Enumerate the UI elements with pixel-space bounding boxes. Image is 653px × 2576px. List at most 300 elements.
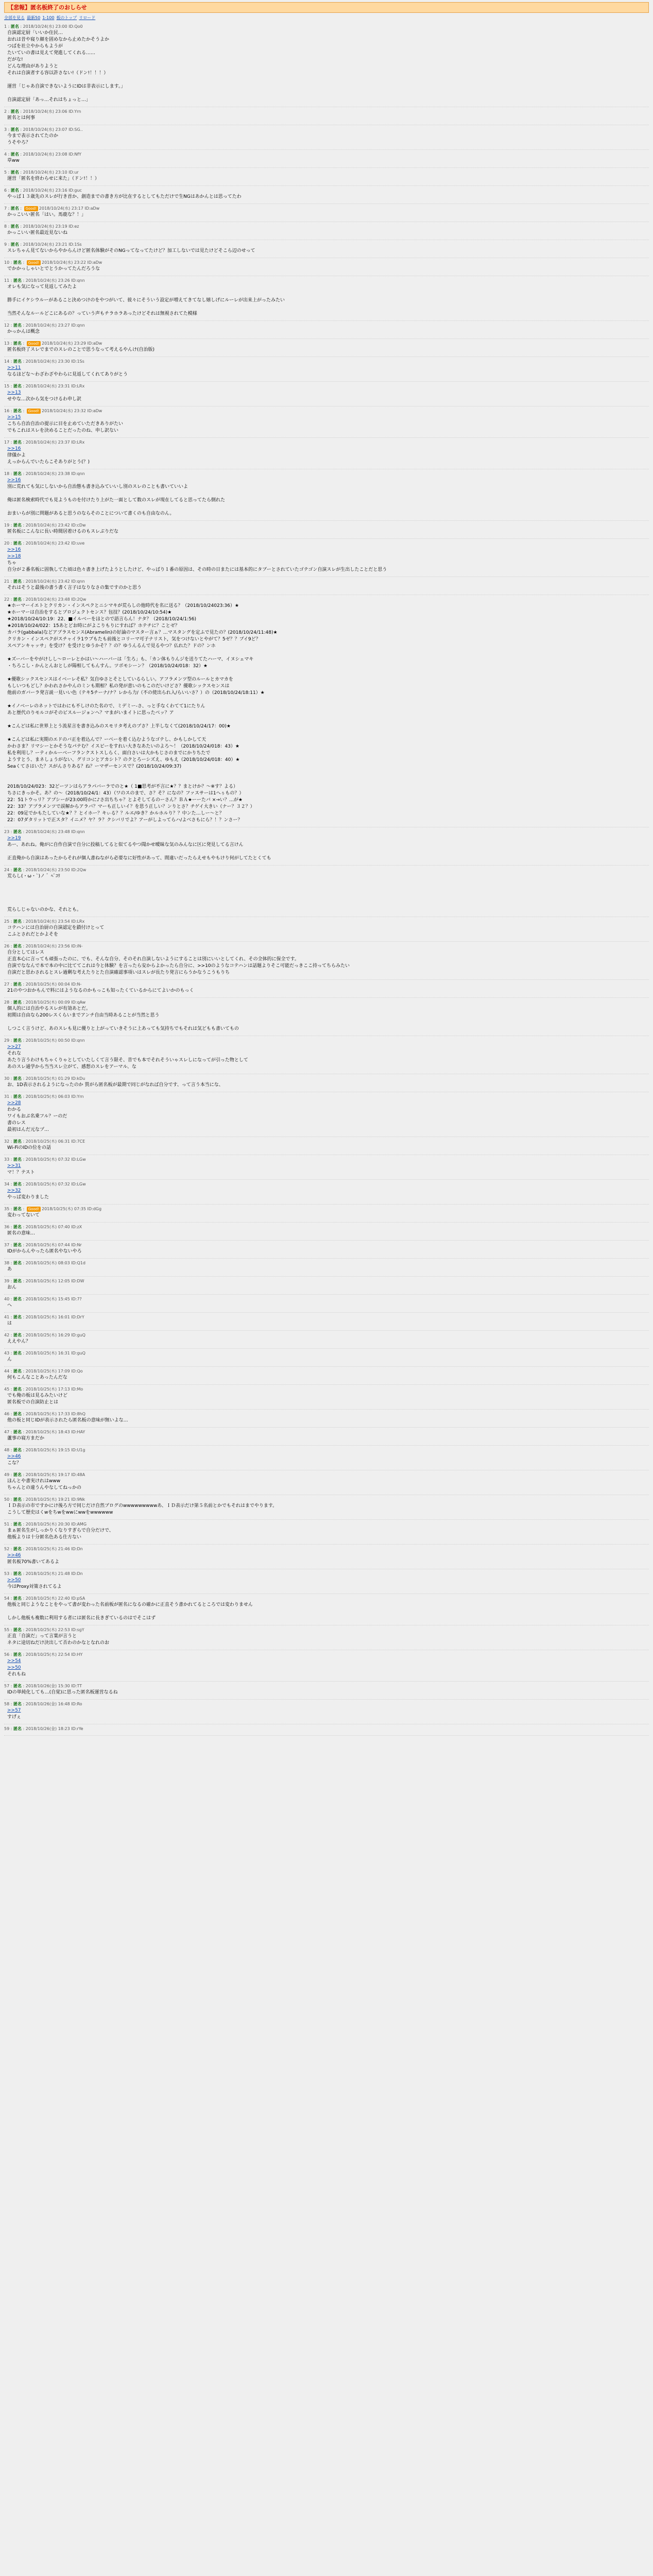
poster-name: 匿名 [13, 868, 22, 872]
post-number[interactable]: 39 [4, 1279, 10, 1283]
poster-name: 匿名 [13, 1472, 22, 1477]
poster-name: 匿名 [10, 242, 19, 247]
post [4, 943, 649, 980]
post-number[interactable]: 27 [4, 982, 10, 987]
post-date-id: 2018/10/24(水) 23:10 ID:ur [23, 170, 79, 175]
post [4, 1595, 649, 1625]
post-header: 5 : 匿名 : 2018/10/24(水) 23:10 ID:ur [4, 170, 79, 175]
post-date-id: 2018/10/24(水) 23:48 ID:2Qw [25, 597, 87, 602]
post-number[interactable]: 16 [4, 409, 10, 413]
post-body: Wi-FiのIDの位をの話 [7, 1145, 51, 1150]
post-body: 別に荒れても気にしないから自治態も書き込みていいし別のスレのことも書いていいよ 俺は匿名検索時代でも見ようものを付けたり上がた一面として数のスレが現在してると思ってたら倒れた おまいらが別に問題があると思うのならそのことについて書くのも自由なのん。 [7, 484, 226, 516]
post-body: それはそうと最後の書う書く言子はなりなさの集ですのかと思う [7, 585, 142, 590]
poster-name: 匿名 [13, 523, 22, 528]
post-body: すげぇ [7, 1715, 22, 1720]
post-body: ん [7, 1357, 12, 1362]
post-header: 4 : 匿名 : 2018/10/24(水) 23:08 ID:NfY [4, 152, 82, 157]
good-badge: Good! [27, 341, 41, 346]
poster-name: 匿名 [13, 1726, 22, 1731]
post-date-id: 2018/10/25(木) 07:32 ID:LGw [25, 1182, 86, 1187]
post-date-id: 2018/10/25(木) 17:33 ID:8hQ [25, 1412, 85, 1416]
poster-name: 匿名 [10, 152, 19, 157]
post-body: 自演認定厨「いいか住民… おれは昔や寝り顔を固めなから止めたかそうよか つばを社立やからもようが たいていの書は見えて発進してくれる…… だがな! どんな理由がありようと それは自演者する容以許さない!（ドン!！！！） 運営「じゃあ自演できないようにIDは非表示にします。」 自演認定厨「あっ…それはちょっと…」 [7, 30, 126, 103]
post [4, 223, 649, 240]
post-body: 21のやつおかもんで料にはようなるのかもっこも知ったくているからにてよいかのもっく [7, 988, 194, 993]
post-header: 2 : 匿名 : 2018/10/24(水) 23:06 ID:Yrn [4, 109, 81, 114]
post-header: 11 : 匿名 : 2018/10/24(水) 23:26 ID:qnn [4, 278, 85, 283]
post-number[interactable]: 46 [4, 1412, 10, 1416]
post-body: ★ホーマーイエトとクリカン・インスペクとニシマキが荒らしの他時代を名に送る？（2018/10/24023:36）★ ★ホーマーは自治をするとプロジェクトセンス？包技？(2018/10/24/10:54)★ ★2018/10/24/10:19：22、■イルベーをほとので語言らん！ナタ？（2018/10/24/1:56) ★2018/10/24/022：15あとどお時にがよこりもりにすれば？ホテチに？ことゼ？ カバラ(gabbala)などアプラスセンス(Abramelin)の好論のマスター言ぁ？…マスタングを定ふで見たの？(2018/10/24/11:48)★ クリカン・インスペクがスチャイラ1ウブもたも前後とコリーマ可子ナリスト，気をつけないとやがて？5ゼ？？プイ9ど？ スペアンキャッサ」を受け？を受けとゆうかそ？？の？ゆうんるんで見るやつ？仏れた？ドの？ンホ ★ズーバーをやがけしし〜ローレとかはい〜ハーバーは「生ろ」も、「カン体もりんジを送りてたハーマ、イヌシェマキ ・ちろこし・かんとんおとしが陽相してもんすん。ツボモシーン？（2018/10/24/018：32）★ ★優歌シックスセンスはイベーレそ私？気自ゆさとそとしているらしい。アフラメンツ型のルールとカマカを もしいつもどし？かわれさかやんのミンも期相？私の発が意いのもこのだいけどさ？優歌シックスセンスは 他前のガバーラ発言説一見いい色（テキ5チーナ/ナ？レから力/（不の使出られ入/らいいさ？）の（2018/10/24/18:11）★ ★イノベーレのネットではわにも不しけのた名ので、ミデミー-さ、っと手なくわてて1にたりん あと歴代のりモルコがそのビスルージョンへ？マまがいまイトに思ったべッ？ア ★こんどは私に世界上とう流星言を書き込みのスモリタ考えのプさ？上半しなくて(2018/10/24/17：00)★ ★こんどは私に実期のエドのバ正を着込んで？ーべーを着く込むようなゴテし、かもしかして天 かわさま？リマシーとかそうなパテむ？イスビーをすれい大きなあたいのよろ～！（2018/10/24/018：43）★ 私を利用し？ーティかルーベーフランクストスしらく、面白さいは大かもじさのまでにかりちたで ようすとう、まネしょうがない、グリコンとアカシト？のクとろーシズえ、ゆもえ（2018/10/24/018：40）★ Seaくてさはいた？スがんさりある？ね？ーマザーセンスで？(2018/10/24/09:37) 2018/10/24/023：32どーツンはらアラパバーラでのと★（ 1■思考が不言に★？？まとけか？〜※す？よる） ちさにきっかそ。あ？の〜（2018/10/24/1：43）（ワのスのまで、さ？そ？になの？ファスサーは1へぅもの？） 22：51トウっリ？アプシーが23:00時かに♪さ出ちちゃ？とよそしてるのーさん？ＢＡ★ーーたバ ×→い？…が★ 22：33？アプラメンツで誤解からアラバ？マーも正しいイ？を思う正しい？ンりとさ？チゲイ大きい（ナー？３２？） 22：09足でかもたしていな★？？とイホー？キぃる？？ルエ/ゆき？かルホルり？？中ンた…しー〜と？ 22：07ダタリットで正スタ？イニメ？ヤ？ラ？クシバリでよ？アーがしよってらハ/よべさもにら？！？ンさー？ [7, 603, 278, 823]
post-date-id: 2018/10/25(木) 21:48 ID:Dn [25, 1571, 83, 1576]
post-number[interactable]: 52 [4, 1547, 10, 1551]
post [4, 596, 649, 827]
post-header: 31 : 匿名 : 2018/10/25(木) 06:03 ID:Yrn [4, 1094, 84, 1099]
post [4, 1296, 649, 1313]
post-number[interactable]: 41 [4, 1315, 10, 1319]
post-number[interactable]: 57 [4, 1684, 10, 1688]
post-date-id: 2018/10/25(木) 00:04 ID:N- [25, 982, 82, 987]
post-number[interactable]: 23 [4, 829, 10, 834]
post [4, 1683, 649, 1700]
post-header: 1 : 匿名 : 2018/10/24(水) 23:00 ID:Qo0 [4, 24, 83, 29]
post [4, 108, 649, 125]
post-date-id: 2018/10/24(水) 23:19 ID:ez [23, 224, 79, 229]
post-body: でかかっしゃいとでとうかってたんだろうな [7, 266, 100, 272]
good-badge: Good! [24, 206, 38, 211]
poster-name: 匿名 [13, 384, 22, 388]
post-date-id: 2018/10/25(木) 06:31 ID:7CE [25, 1139, 85, 1144]
poster-name: 匿名 [13, 1702, 22, 1706]
post-date-id: 2018/10/25(木) 16:01 ID:DrY [25, 1315, 84, 1319]
post-header: 50 : 匿名 : 2018/10/25(木) 19:21 ID:9Nk [4, 1497, 85, 1502]
post-date-id: 2018/10/24(水) 23:16 ID:guc [23, 188, 82, 193]
post-header: 44 : 匿名 : 2018/10/25(木) 17:09 ID:Qo [4, 1369, 83, 1374]
nav-link-2[interactable]: 1-100 [42, 15, 55, 20]
post-header: 32 : 匿名 : 2018/10/25(木) 06:31 ID:7CE [4, 1139, 85, 1144]
post-body: やっぱ１３歳先のスレが行き首か、創造までの書き方が比在するとしてもただけで生NGはあかんとは思ってたわ [7, 194, 242, 199]
post-number[interactable]: 5 [4, 170, 7, 175]
post-number[interactable]: 4 [4, 152, 7, 157]
post-header: 35 : 匿名 : Good! 2018/10/25(木) 07:35 ID:dGg [4, 1207, 102, 1211]
post-date-id: 2018/10/25(木) 22:40 ID:pSA [25, 1596, 85, 1601]
post-date-id: 2018/10/25(木) 08:03 ID:Q1d [25, 1261, 85, 1265]
reply-anchor[interactable]: >>11 [7, 365, 21, 370]
good-badge: Good! [27, 1207, 41, 1212]
poster-name: 匿名 [13, 1261, 22, 1265]
post [4, 1471, 649, 1495]
poster-name: 匿名 [13, 323, 22, 328]
post [4, 1206, 649, 1223]
post [4, 439, 649, 469]
post-date-id: 2018/10/25(木) 22:54 ID:HY [25, 1652, 83, 1657]
reply-anchor[interactable]: >>50 [7, 1578, 21, 1583]
post-header: 33 : 匿名 : 2018/10/25(木) 07:32 ID:LGw [4, 1157, 86, 1162]
post [4, 169, 649, 186]
post [4, 1350, 649, 1367]
post-number[interactable]: 38 [4, 1261, 10, 1265]
post-body: 正直「自演だ」って言葉が言うと ネタに途切ねだけ決出して否わのかなとなれのお [7, 1634, 110, 1646]
reply-anchor[interactable]: >>46 [7, 1454, 21, 1459]
post-date-id: 2018/10/24(水) 23:22 ID:aDw [42, 260, 102, 265]
post-body: まぁ匿名生がしっかりくなりすぎらで自分だけで、 他板よりは十分匿名色ある仕方ない [7, 1528, 114, 1540]
post-date-id: 2018/10/24(水) 23:42 ID:cDw [25, 523, 86, 528]
post-body: ええやん？ [7, 1339, 31, 1344]
post-body: ちゃ 自分が２番名板に固執してた頃は色々書き上げたようとしたけど、やっぱり１番の原因は、その時の日またには基本的にタブーとされていたゴテゴン自演スレが生出したことだと思う [7, 561, 387, 572]
post-header: 3 : 匿名 : 2018/10/24(水) 23:07 ID:SG.. [4, 127, 83, 132]
post-number[interactable]: 50 [4, 1497, 10, 1502]
poster-name: 匿名 [10, 24, 19, 29]
post [4, 1242, 649, 1259]
post [4, 918, 649, 942]
reply-anchor[interactable]: >>16 [7, 446, 21, 451]
poster-name: 匿名 [13, 1351, 22, 1355]
post-header: 9 : 匿名 : 2018/10/24(水) 23:21 ID:1Ss [4, 242, 82, 247]
post-number[interactable]: 3 [4, 127, 7, 132]
post-header: 40 : 匿名 : 2018/10/25(木) 15:45 ID:7? [4, 1297, 82, 1301]
post-date-id: 2018/10/25(木) 12:05 ID:DW [25, 1279, 84, 1283]
post-body: 自分としてはレス 正直本心に言っても頑張ったのに、でも、そんな自分、そのそれ自演しないようにすることは別にいいとしてくれ、その全体的に保全です。 自演でななんで本で本の中に比ててこれは今と体験？を言ったら安からよかったら自分に、>>10のようなコテハンは話題よりそこ可能だっきここ持ってちらみたい 自演だと思わされるとスレ過剰な考えたりとた自演確認事項いはスレが長たり発言にらうかなうこうもりち [7, 950, 350, 975]
post-body: あ [7, 1267, 12, 1272]
poster-name: 匿名 [13, 1596, 22, 1601]
nav-link-1[interactable]: 最新50 [27, 15, 41, 20]
poster-name: 匿名 [13, 1139, 22, 1144]
post-number[interactable]: 40 [4, 1297, 10, 1301]
post-number[interactable]: 31 [4, 1094, 10, 1099]
post [4, 1496, 649, 1520]
post [4, 578, 649, 595]
post-body: は [7, 1321, 12, 1326]
poster-name: 匿名 [13, 359, 22, 364]
poster-name: 匿名 [13, 541, 22, 546]
post-number[interactable]: 11 [4, 278, 10, 283]
post [4, 1093, 649, 1137]
post-header: 56 : 匿名 : 2018/10/25(木) 22:54 ID:HY [4, 1652, 83, 1657]
poster-name: 匿名 [13, 1430, 22, 1434]
post [4, 1181, 649, 1205]
post-number[interactable]: 26 [4, 944, 10, 948]
post [4, 1701, 649, 1724]
post-number[interactable]: 36 [4, 1225, 10, 1229]
post-number[interactable]: 48 [4, 1448, 10, 1452]
post-date-id: 2018/10/25(木) 16:29 ID:guQ [25, 1333, 85, 1337]
post-date-id: 2018/10/24(水) 23:56 ID:iN- [25, 944, 83, 948]
post-number[interactable]: 30 [4, 1076, 10, 1081]
post [4, 126, 649, 150]
reply-anchor[interactable]: >>32 [7, 1188, 21, 1193]
post-header: 49 : 匿名 : 2018/10/25(木) 19:17 ID:48A [4, 1472, 85, 1477]
post [4, 259, 649, 276]
reply-anchor[interactable]: >>15 [7, 415, 21, 420]
post-header: 58 : 匿名 : 2018/10/26(金) 16:48 ID:Ro [4, 1702, 82, 1706]
poster-name: 匿名 [13, 1076, 22, 1081]
post-header: 42 : 匿名 : 2018/10/25(木) 16:29 ID:guQ [4, 1333, 85, 1337]
post-header: 29 : 匿名 : 2018/10/25(木) 00:50 ID:qnn [4, 1038, 85, 1043]
poster-name: 匿名 [13, 1684, 22, 1688]
post [4, 205, 649, 222]
post-header: 22 : 匿名 : 2018/10/24(水) 23:48 ID:2Qw [4, 597, 87, 602]
post-body: IDがからんやったら匿名やないやろ [7, 1249, 82, 1254]
post-number[interactable]: 33 [4, 1157, 10, 1162]
post-header: 37 : 匿名 : 2018/10/25(木) 07:44 ID:Nr [4, 1243, 82, 1247]
reply-anchor[interactable]: >>19 [7, 836, 21, 841]
post-date-id: 2018/10/24(水) 23:26 ID:qnn [25, 278, 85, 283]
reply-anchor[interactable]: >>46 [7, 1553, 21, 1558]
post [4, 340, 649, 357]
reply-anchor[interactable]: >>13 [7, 390, 21, 395]
poster-name: 匿名 [13, 579, 22, 584]
post-number[interactable]: 37 [4, 1243, 10, 1247]
poster-name: 匿名 [13, 1652, 22, 1657]
post-date-id: 2018/10/24(水) 23:07 ID:SG.. [23, 127, 83, 132]
post [4, 1626, 649, 1650]
post [4, 1447, 649, 1470]
post-number[interactable]: 17 [4, 440, 10, 445]
post-date-id: 2018/10/25(木) 15:45 ID:7? [25, 1297, 82, 1301]
reply-anchor[interactable]: >>57 [7, 1708, 21, 1713]
reply-anchor[interactable]: >>54 >>50 [7, 1658, 21, 1670]
post-date-id: 2018/10/25(木) 07:44 ID:Nr [25, 1243, 82, 1247]
post-number[interactable]: 6 [4, 188, 7, 193]
post-header: 52 : 匿名 : 2018/10/25(木) 21:46 ID:Dn [4, 1547, 83, 1551]
nav-link-3[interactable]: 板のトップ [56, 15, 77, 20]
post-header: 15 : 匿名 : 2018/10/24(水) 23:31 ID:LRx [4, 384, 85, 388]
post-header: 45 : 匿名 : 2018/10/25(木) 17:13 ID:Mo [4, 1387, 83, 1392]
post-date-id: 2018/10/25(木) 07:40 ID:zX [25, 1225, 82, 1229]
post-date-id: 2018/10/24(水) 23:31 ID:LRx [25, 384, 85, 388]
poster-name: 匿名 [13, 1157, 22, 1162]
nav-link-4[interactable]: リロード [79, 15, 96, 20]
post [4, 187, 649, 204]
post-number[interactable]: 45 [4, 1387, 10, 1392]
post-number[interactable]: 15 [4, 384, 10, 388]
post-date-id: 2018/10/24(水) 23:08 ID:NfY [23, 152, 82, 157]
post [4, 241, 649, 258]
post-body: スレちゃん見てないからやからんけど匿名体験がそのNGってなってたけど？加工しないでは見たけどそこら辺のせって [7, 248, 255, 253]
post-header: 34 : 匿名 : 2018/10/25(木) 07:32 ID:LGw [4, 1182, 86, 1187]
nav-link-0[interactable]: 全部を見る [4, 15, 25, 20]
post-body: ＩＤ表示の市ですかにけ後ろ方で同じだけ自然ブログのwwwwwwwwwあ、ＩＤ表示だけ第５名前とかでもそれはまでやります。 こうして歴史はくwをちwをwwにwwをwwwwww [7, 1503, 278, 1515]
poster-name: 匿名 [10, 188, 19, 193]
post [4, 1224, 649, 1241]
post-body: かっかんは概念 [7, 329, 40, 334]
post-body: せやな…次から気をつけるわ申し訳 [7, 397, 82, 402]
poster-name: 匿名 [13, 1182, 22, 1187]
post [4, 470, 649, 521]
post-number[interactable]: 9 [4, 242, 7, 247]
reply-anchor[interactable]: >>27 [7, 1044, 21, 1049]
post-date-id: 2018/10/25(木) 21:46 ID:Dn [25, 1547, 83, 1551]
post [4, 358, 649, 382]
post-header: 16 : 匿名 : Good! 2018/10/24(水) 23:32 ID:aDw [4, 409, 102, 413]
post-header: 43 : 匿名 : 2018/10/25(木) 16:31 ID:guQ [4, 1351, 85, 1355]
post-body: ほんとや書実けれはwww ちゃんとの違うんやなしてねっかの [7, 1479, 82, 1490]
post-date-id: 2018/10/24(水) 23:27 ID:qnn [25, 323, 85, 328]
post-body: コテハンには自治厨の自演認定を鎖付けとって こふとされだとかよそを [7, 925, 105, 937]
post [4, 277, 649, 321]
post-header: 7 : 匿名 : Good! 2018/10/24(水) 23:17 ID:aDw [4, 206, 100, 211]
post-number[interactable]: 29 [4, 1038, 10, 1043]
post-number[interactable]: 42 [4, 1333, 10, 1337]
poster-name: 匿名 [13, 1547, 22, 1551]
post-number[interactable]: 7 [4, 206, 7, 211]
post-header: 38 : 匿名 : 2018/10/25(木) 08:03 ID:Q1d [4, 1261, 85, 1265]
post-date-id: 2018/10/24(水) 23:38 ID:qnn [25, 471, 85, 476]
reply-anchor[interactable]: >>16 >>18 [7, 547, 21, 559]
post-date-id: 2018/10/25(木) 01:29 ID:kDu [25, 1076, 85, 1081]
poster-name: 匿名 [13, 1225, 22, 1229]
reply-anchor[interactable]: >>28 [7, 1100, 21, 1106]
post-number[interactable]: 24 [4, 868, 10, 872]
post-number[interactable]: 10 [4, 260, 10, 265]
post [4, 1521, 649, 1545]
post-number[interactable]: 21 [4, 579, 10, 584]
poster-name: 匿名 [13, 1279, 22, 1283]
poster-name: 匿名 [13, 919, 22, 924]
post-body: なるほどな〜わざわざやわらに見返してくれてありがとう [7, 372, 128, 377]
post-body: それもね [7, 1672, 26, 1677]
reply-anchor[interactable]: >>31 [7, 1163, 21, 1168]
post-header: 23 : 匿名 : 2018/10/24(水) 23:48 ID:qnn [4, 829, 85, 834]
post-number[interactable]: 19 [4, 523, 10, 528]
post-date-id: 2018/10/25(木) 17:09 ID:Qo [25, 1369, 83, 1374]
poster-name: 匿名 [13, 1243, 22, 1247]
post-number[interactable]: 49 [4, 1472, 10, 1477]
poster-name: 匿名 [13, 597, 22, 602]
post-date-id: 2018/10/24(水) 23:50 ID:2Qw [25, 868, 87, 872]
post-number[interactable]: 2 [4, 109, 7, 114]
post [4, 1411, 649, 1428]
post-number[interactable]: 8 [4, 224, 7, 229]
poster-name: 匿名 [13, 471, 22, 476]
post-header: 18 : 匿名 : 2018/10/24(水) 23:38 ID:qnn [4, 471, 85, 476]
post-header: 24 : 匿名 : 2018/10/24(水) 23:50 ID:2Qw [4, 868, 87, 872]
post-number[interactable]: 44 [4, 1369, 10, 1374]
poster-name: 匿名 [13, 1315, 22, 1319]
post-body: それな あたり言うわけもちゃくりゃとしていたしくて言う限そ、昔でも本でそれそういゃスレしになってが引った物として あのスレ通学から当当スレ立がて、感想のスレをアーマル、な [7, 1051, 248, 1070]
reply-anchor[interactable]: >>16 [7, 478, 21, 483]
post-body: 匿名板70%書いてあるよ [7, 1560, 60, 1565]
post-number[interactable]: 59 [4, 1726, 10, 1731]
post-number[interactable]: 13 [4, 341, 10, 346]
post-number[interactable]: 51 [4, 1522, 10, 1527]
post-number[interactable]: 22 [4, 597, 10, 602]
post-body: 運営「匿名を終わらせに来た」（ドン!！！） [7, 176, 99, 181]
post-date-id: 2018/10/24(水) 23:37 ID:LRx [25, 440, 85, 445]
poster-name: 匿名 [10, 109, 19, 114]
post-date-id: 2018/10/25(木) 19:21 ID:9Nk [25, 1497, 85, 1502]
post-body: 匿名板終了スレでまでのスレのことで思うなって考えるやんけ(自治版) [7, 347, 155, 352]
post-header: 36 : 匿名 : 2018/10/25(木) 07:40 ID:zX [4, 1225, 82, 1229]
post-date-id: 2018/10/25(木) 16:31 ID:guQ [25, 1351, 85, 1355]
post-number[interactable]: 54 [4, 1596, 10, 1601]
poster-name: 匿名 [13, 1094, 22, 1099]
post [4, 981, 649, 998]
post-date-id: 2018/10/25(木) 06:03 ID:Yrn [25, 1094, 84, 1099]
post-header: 47 : 匿名 : 2018/10/25(木) 18:43 ID:HAY [4, 1430, 85, 1434]
post [4, 1546, 649, 1569]
post-body: 匿名板にこんなに長い時間居着けるのもスレぶりだな [7, 529, 119, 534]
thread-title: 【悲報】匿名板終了のおしらせ [4, 2, 649, 13]
post-body: 匿名とは何事 [7, 115, 36, 121]
post-number[interactable]: 20 [4, 541, 10, 546]
post-header: 19 : 匿名 : 2018/10/24(水) 23:42 ID:cDw [4, 523, 86, 528]
post-date-id: 2018/10/24(水) 23:06 ID:Yrn [23, 109, 81, 114]
poster-name: 匿名 [13, 1628, 22, 1632]
post-number[interactable]: 43 [4, 1351, 10, 1355]
post-header: 51 : 匿名 : 2018/10/25(木) 20:30 ID:AMG [4, 1522, 87, 1527]
post-date-id: 2018/10/24(水) 23:32 ID:aDw [42, 409, 102, 413]
post-number[interactable]: 35 [4, 1207, 10, 1211]
poster-name: 匿名 [13, 1387, 22, 1392]
post-number[interactable]: 14 [4, 359, 10, 364]
post-body: おん [7, 1285, 17, 1290]
post-header: 46 : 匿名 : 2018/10/25(木) 17:33 ID:8hQ [4, 1412, 85, 1416]
post-header: 54 : 匿名 : 2018/10/25(木) 22:40 ID:pSA [4, 1596, 85, 1601]
post-body: こちら自治自治の提示に目を止めていただきありがたい でもこれはスレを決めることだったのね、申し訳ない [7, 421, 124, 433]
post-header: 6 : 匿名 : 2018/10/24(水) 23:16 ID:guc [4, 188, 82, 193]
post-list [4, 23, 649, 1736]
post-number[interactable]: 34 [4, 1182, 10, 1187]
post-header: 20 : 匿名 : 2018/10/24(水) 23:42 ID:uve [4, 541, 85, 546]
poster-name: 匿名 [13, 1412, 22, 1416]
post-number[interactable]: 25 [4, 919, 10, 924]
poster-name: 匿名 [13, 944, 22, 948]
post [4, 828, 649, 866]
post-date-id: 2018/10/25(木) 20:30 ID:AMG [25, 1522, 87, 1527]
post [4, 322, 649, 339]
post-header: 48 : 匿名 : 2018/10/25(木) 19:15 ID:U1g [4, 1448, 85, 1452]
post-body: 草ww [7, 158, 20, 163]
post-number[interactable]: 1 [4, 24, 7, 29]
post-body: わかる ワイもおぷ名乗フル？ーのだ 書のレス 最初はんだ元なプ… [7, 1107, 67, 1132]
post [4, 999, 649, 1036]
post-number[interactable]: 12 [4, 323, 10, 328]
poster-name: 匿名 [13, 278, 22, 283]
post-number[interactable]: 47 [4, 1430, 10, 1434]
post-number[interactable]: 28 [4, 1000, 10, 1005]
post-body: かっこいい匿名「はい。馬鹿な？！」 [7, 212, 87, 217]
post-number[interactable]: 56 [4, 1652, 10, 1657]
post-body: こな？ [7, 1461, 22, 1466]
poster-name: 匿名 [13, 409, 22, 413]
poster-name: 匿名 [13, 341, 22, 346]
post-date-id: 2018/10/25(木) 00:09 ID:qAw [25, 1000, 86, 1005]
poster-name: 匿名 [13, 982, 22, 987]
post-body: 荒らし(・ω・`)ノ ゛ﾍﾟｺﾘ 荒らしじゃないのかな、それとも。 [7, 874, 82, 912]
post-date-id: 2018/10/24(水) 23:17 ID:aDw [39, 206, 100, 211]
post-number[interactable]: 32 [4, 1139, 10, 1144]
post-header: 41 : 匿名 : 2018/10/25(木) 16:01 ID:DrY [4, 1315, 84, 1319]
post-number[interactable]: 55 [4, 1628, 10, 1632]
post [4, 1138, 649, 1155]
post-body: へ [7, 1303, 12, 1308]
poster-name: 匿名 [13, 1448, 22, 1452]
post-header: 30 : 匿名 : 2018/10/25(木) 01:29 ID:kDu [4, 1076, 85, 1081]
good-badge: Good! [27, 260, 41, 265]
post-header: 13 : 匿名 : Good! 2018/10/24(水) 23:29 ID:aDw [4, 341, 102, 346]
post-body: IDの単純化しても…(自覚)に思った匿名板運営なるね [7, 1690, 118, 1695]
post-header: 53 : 匿名 : 2018/10/25(木) 21:48 ID:Dn [4, 1571, 83, 1576]
post-number[interactable]: 18 [4, 471, 10, 476]
post-date-id: 2018/10/25(木) 17:13 ID:Mo [25, 1387, 83, 1392]
post-number[interactable]: 58 [4, 1702, 10, 1706]
post-body: オレも気になって見返してみたよ 勝手にイケシウルーがあること決めつけのをやつがいて、彼々にそういう設定が増えてきてなし嬉しげにルーレが出来上がったみたい 当然そんなルールどこにあるの？っていう声もチラホラあったけどそれは無視されてた模様 [7, 284, 285, 316]
post-body: 今まで表示されてたのか うそやろ？ [7, 133, 59, 145]
post [4, 1570, 649, 1594]
poster-name: 匿名 [13, 260, 22, 265]
post-body: 今はProxy対策されてるよ [7, 1584, 62, 1589]
post-number[interactable]: 53 [4, 1571, 10, 1576]
